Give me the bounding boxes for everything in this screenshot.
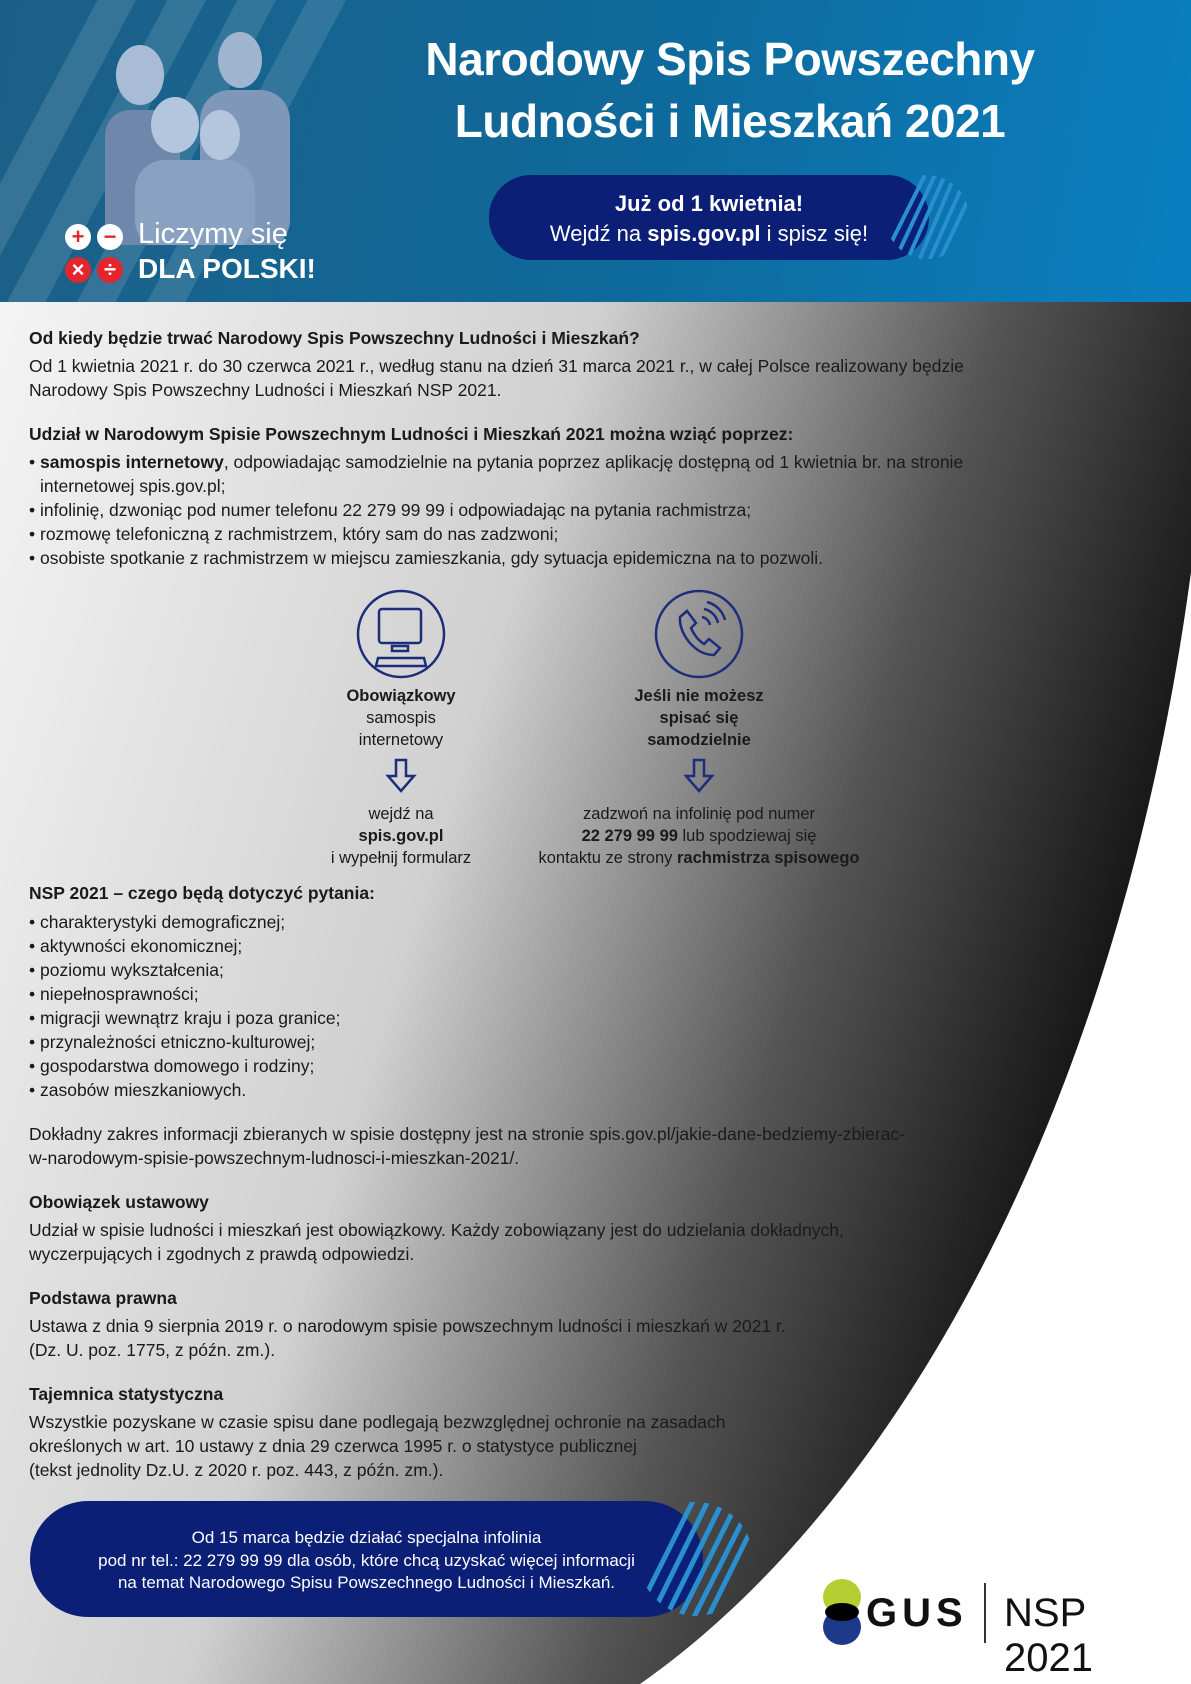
multiply-icon: × — [65, 257, 91, 283]
list-item: • aktywności ekonomicznej; — [29, 936, 243, 956]
list-item: • charakterystyki demograficznej; — [29, 912, 286, 932]
section-heading: Tajemnica statystyczna — [29, 1384, 224, 1404]
plus-icon: + — [65, 224, 91, 250]
minus-icon: − — [97, 224, 123, 250]
section-heading: Udział w Narodowym Spisie Powszechnym Ludności i Mieszkań 2021 można wziąć poprzez: — [29, 424, 794, 444]
page-title-line2: Ludności i Mieszkań 2021 — [454, 95, 1006, 147]
section-heading: NSP 2021 – czego będą dotyczyć pytania: — [29, 883, 375, 903]
stripe-circle-decoration — [885, 175, 970, 260]
section-heading: Podstawa prawna — [29, 1288, 177, 1308]
list-item: • niepełnosprawności; — [29, 984, 199, 1004]
list-item: • samospis internetowy, odpowiadając samodzielnie na pytania poprzez aplikację dostępną od 1 kwietnia br. na stronie — [29, 452, 964, 472]
list-item: • osobiste spotkanie z rachmistrzem w miejscu zamieszkania, gdy sytuacja epidemiczna na to pozwoli. — [29, 548, 823, 568]
section-heading: Od kiedy będzie trwać Narodowy Spis Powszechny Ludności i Mieszkań? — [29, 328, 640, 348]
spis-link[interactable]: spis.gov.pl — [647, 221, 761, 246]
phone-icon — [654, 589, 744, 679]
divide-icon: ÷ — [97, 257, 123, 283]
list-item: • gospodarstwa domowego i rodziny; — [29, 1056, 315, 1076]
arrow-down-icon — [683, 758, 715, 794]
list-item: • infolinię, dzwoniąc pod numer telefonu 22 279 99 99 i odpowiadając na pytania rachmistrza; — [29, 500, 752, 520]
logo-divider — [984, 1583, 986, 1643]
slogan-line2: DLA POLSKI! — [138, 253, 316, 284]
start-date-banner: Już od 1 kwietnia! Wejdź na spis.gov.pl i spisz się! — [489, 175, 929, 260]
header-banner — [0, 0, 1191, 302]
list-item: • poziomu wykształcenia; — [29, 960, 224, 980]
list-item: • migracji wewnątrz kraju i poza granice; — [29, 1008, 341, 1028]
page-title-line1: Narodowy Spis Powszechny — [425, 33, 1035, 85]
family-photo — [80, 20, 300, 245]
list-item: • zasobów mieszkaniowych. — [29, 1080, 247, 1100]
gus-logo: GUS NSP 2021 — [822, 1579, 1167, 1645]
infoline-banner: Od 15 marca będzie działać specjalna infolinia pod nr tel.: 22 279 99 99 dla osób, które chcą uzyskać więcej informacji na temat Narodowego Spisu Powszechnego Ludności i Mieszkań. — [30, 1501, 703, 1617]
list-item: • rozmowę telefoniczną z rachmistrzem, który sam do nas zadzwoni; — [29, 524, 559, 544]
arrow-down-icon — [385, 758, 417, 794]
stripe-circle-decoration — [638, 1501, 754, 1617]
list-item: • przynależności etniczno-kulturowej; — [29, 1032, 316, 1052]
section-heading: Obowiązek ustawowy — [29, 1192, 209, 1212]
spis-link[interactable]: spis.gov.pl — [358, 827, 444, 845]
computer-icon — [356, 589, 446, 679]
slogan-line1: Liczymy się — [138, 218, 288, 250]
